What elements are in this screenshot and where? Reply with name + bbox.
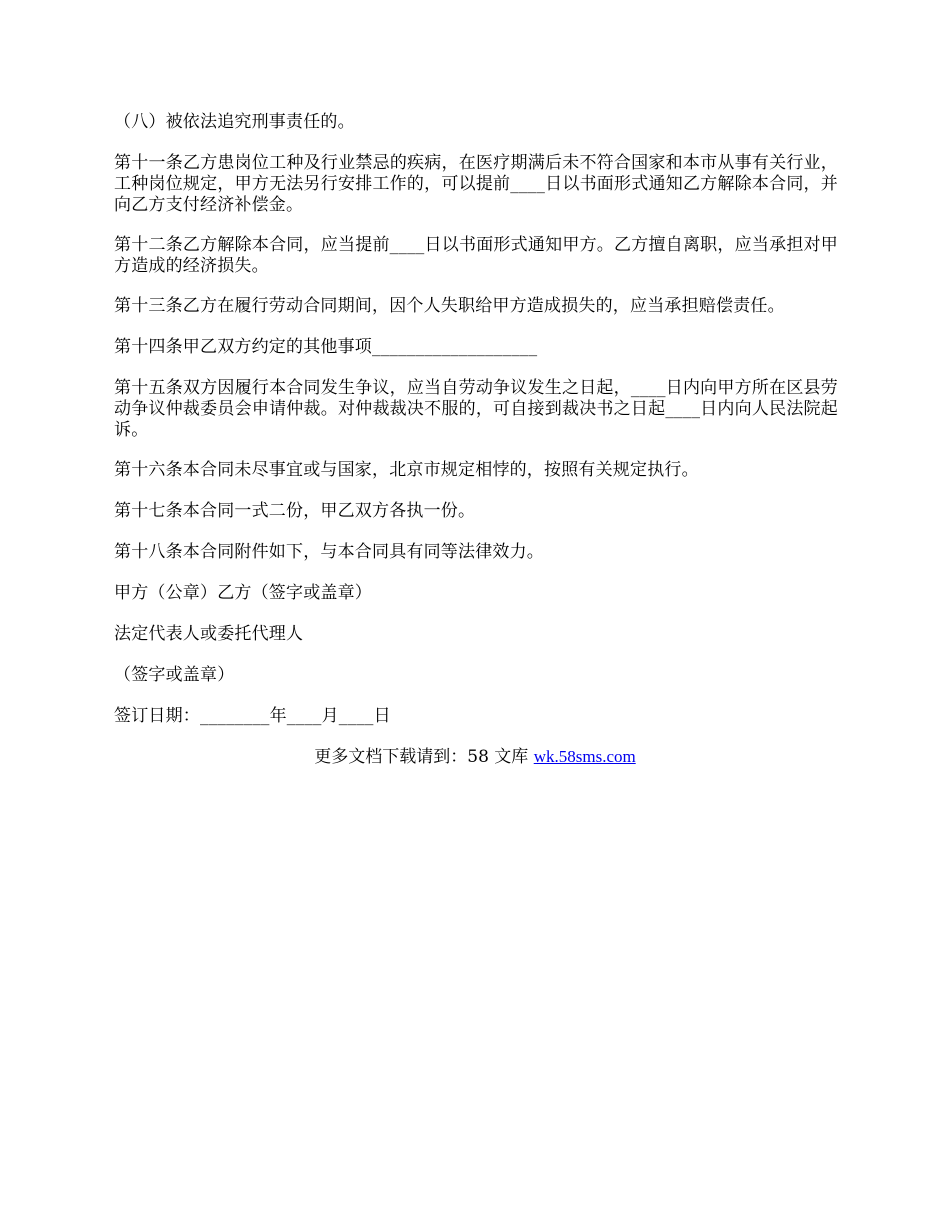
party-signatures: 甲方（公章）乙方（签字或盖章） <box>114 583 372 603</box>
download-footer <box>0 746 950 768</box>
footer-text: 更多文档下载请到：58 文库 <box>314 747 534 767</box>
clause-16: 第十六条本合同未尽事宜或与国家，北京市规定相悖的，按照有关规定执行。 <box>114 460 699 480</box>
clause-14: 第十四条甲乙双方约定的其他事项___________________ <box>114 337 538 357</box>
clause-8-item: （八）被依法追究刑事责任的。 <box>114 112 355 132</box>
footer-link[interactable]: wk.58sms.com <box>533 747 636 766</box>
clause-18: 第十八条本合同附件如下，与本合同具有同等法律效力。 <box>114 542 544 562</box>
signature-note: （签字或盖章） <box>114 665 235 685</box>
clause-12: 第十二条乙方解除本合同，应当提前____日以书面形式通知甲方。乙方擅自离职，应当承担对甲方造成的经济损失。 <box>114 235 838 276</box>
clause-11: 第十一条乙方患岗位工种及行业禁忌的疾病，在医疗期满后未不符合国家和本市从事有关行业，工种岗位规定，甲方无法另行安排工作的，可以提前____日以书面形式通知乙方解除本合同，并向乙方支付经济补偿金。 <box>114 153 838 215</box>
document-body <box>114 112 838 747</box>
clause-17: 第十七条本合同一式二份，甲乙双方各执一份。 <box>114 501 476 521</box>
clause-13: 第十三条乙方在履行劳动合同期间，因个人失职给甲方造成损失的，应当承担赔偿责任。 <box>114 296 785 316</box>
legal-representative: 法定代表人或委托代理人 <box>114 624 304 644</box>
signing-date: 签订日期：________年____月____日 <box>114 706 391 726</box>
clause-15: 第十五条双方因履行本合同发生争议，应当自劳动争议发生之日起，____日内向甲方所在区县劳动争议仲裁委员会申请仲裁。对仲裁裁决不服的，可自接到裁决书之日起____日内向人民法院起诉。 <box>114 378 838 440</box>
